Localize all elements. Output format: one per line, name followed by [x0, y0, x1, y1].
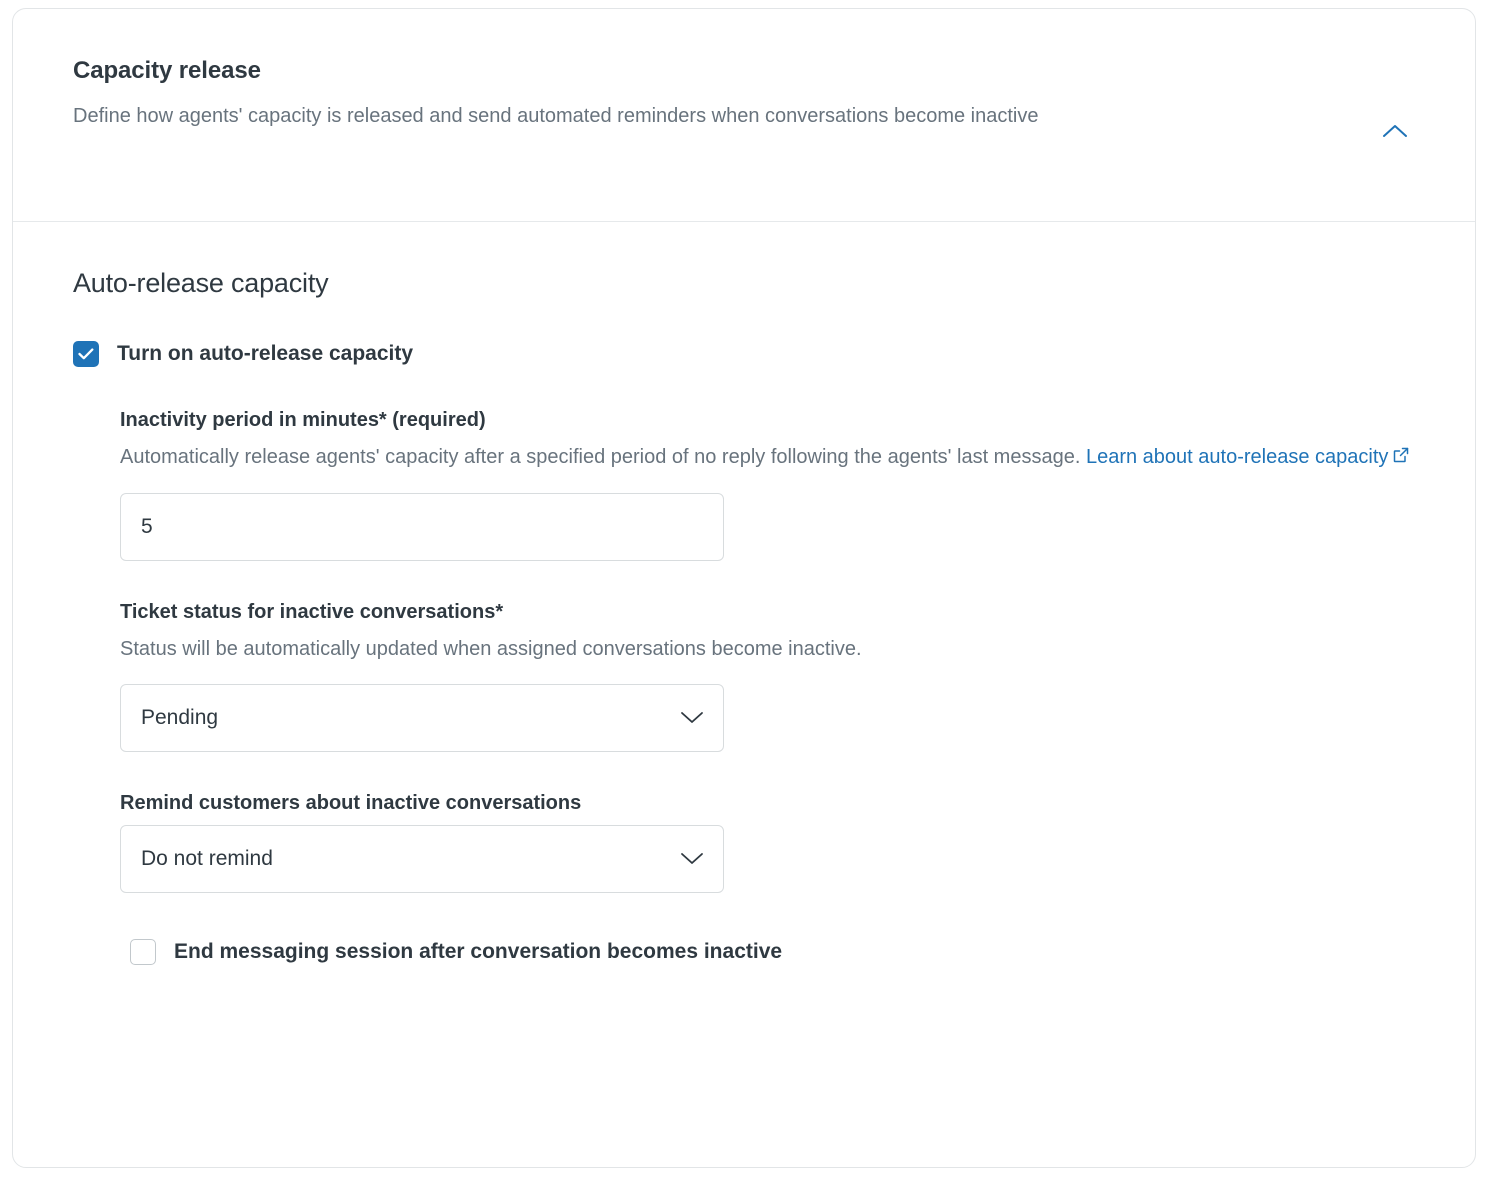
end-session-checkbox-row[interactable] — [130, 939, 1415, 965]
remind-customers-select[interactable] — [120, 825, 724, 893]
chevron-up-icon[interactable] — [1377, 113, 1413, 149]
page-title: Capacity release — [73, 57, 261, 84]
panel-description: Define how agents' capacity is released and send automated reminders when conversations become inactive — [73, 105, 1039, 127]
auto-release-checkbox-label[interactable]: Turn on auto-release capacity — [117, 342, 414, 365]
remind-customers-select-wrap — [120, 825, 724, 893]
remind-customers-field — [120, 792, 1415, 893]
inactivity-period-hint — [120, 442, 1415, 473]
panel-header — [13, 9, 1475, 222]
capacity-release-panel — [12, 8, 1476, 1168]
ticket-status-select[interactable] — [120, 684, 724, 752]
ticket-status-label: Ticket status for inactive conversations* — [120, 601, 504, 623]
remind-customers-value: Do not remind — [141, 847, 273, 870]
auto-release-checkbox-row[interactable] — [73, 341, 1415, 367]
section-title: Auto-release capacity — [73, 268, 329, 298]
panel-body — [13, 222, 1475, 1005]
ticket-status-value: Pending — [141, 706, 219, 729]
learn-about-auto-release-link[interactable]: Learn about auto-release capacity — [1085, 446, 1389, 468]
ticket-status-hint: Status will be automatically updated when assigned conversations become inactive. — [120, 638, 862, 660]
external-link-icon[interactable] — [1392, 443, 1410, 473]
ticket-status-field — [120, 601, 1415, 752]
end-session-checkbox-label[interactable]: End messaging session after conversation becomes inactive — [174, 940, 783, 963]
inactivity-period-input[interactable] — [120, 493, 724, 561]
remind-customers-label: Remind customers about inactive conversations — [120, 792, 582, 814]
auto-release-fields — [120, 409, 1415, 965]
inactivity-period-label: Inactivity period in minutes* (required) — [120, 409, 486, 431]
inactivity-period-hint-text: Automatically release agents' capacity after a specified period of no reply following the agents' last message. — [120, 446, 1081, 468]
ticket-status-select-wrap — [120, 684, 724, 752]
auto-release-checkbox[interactable] — [73, 341, 99, 367]
inactivity-period-field — [120, 409, 1415, 561]
end-session-checkbox[interactable] — [130, 939, 156, 965]
